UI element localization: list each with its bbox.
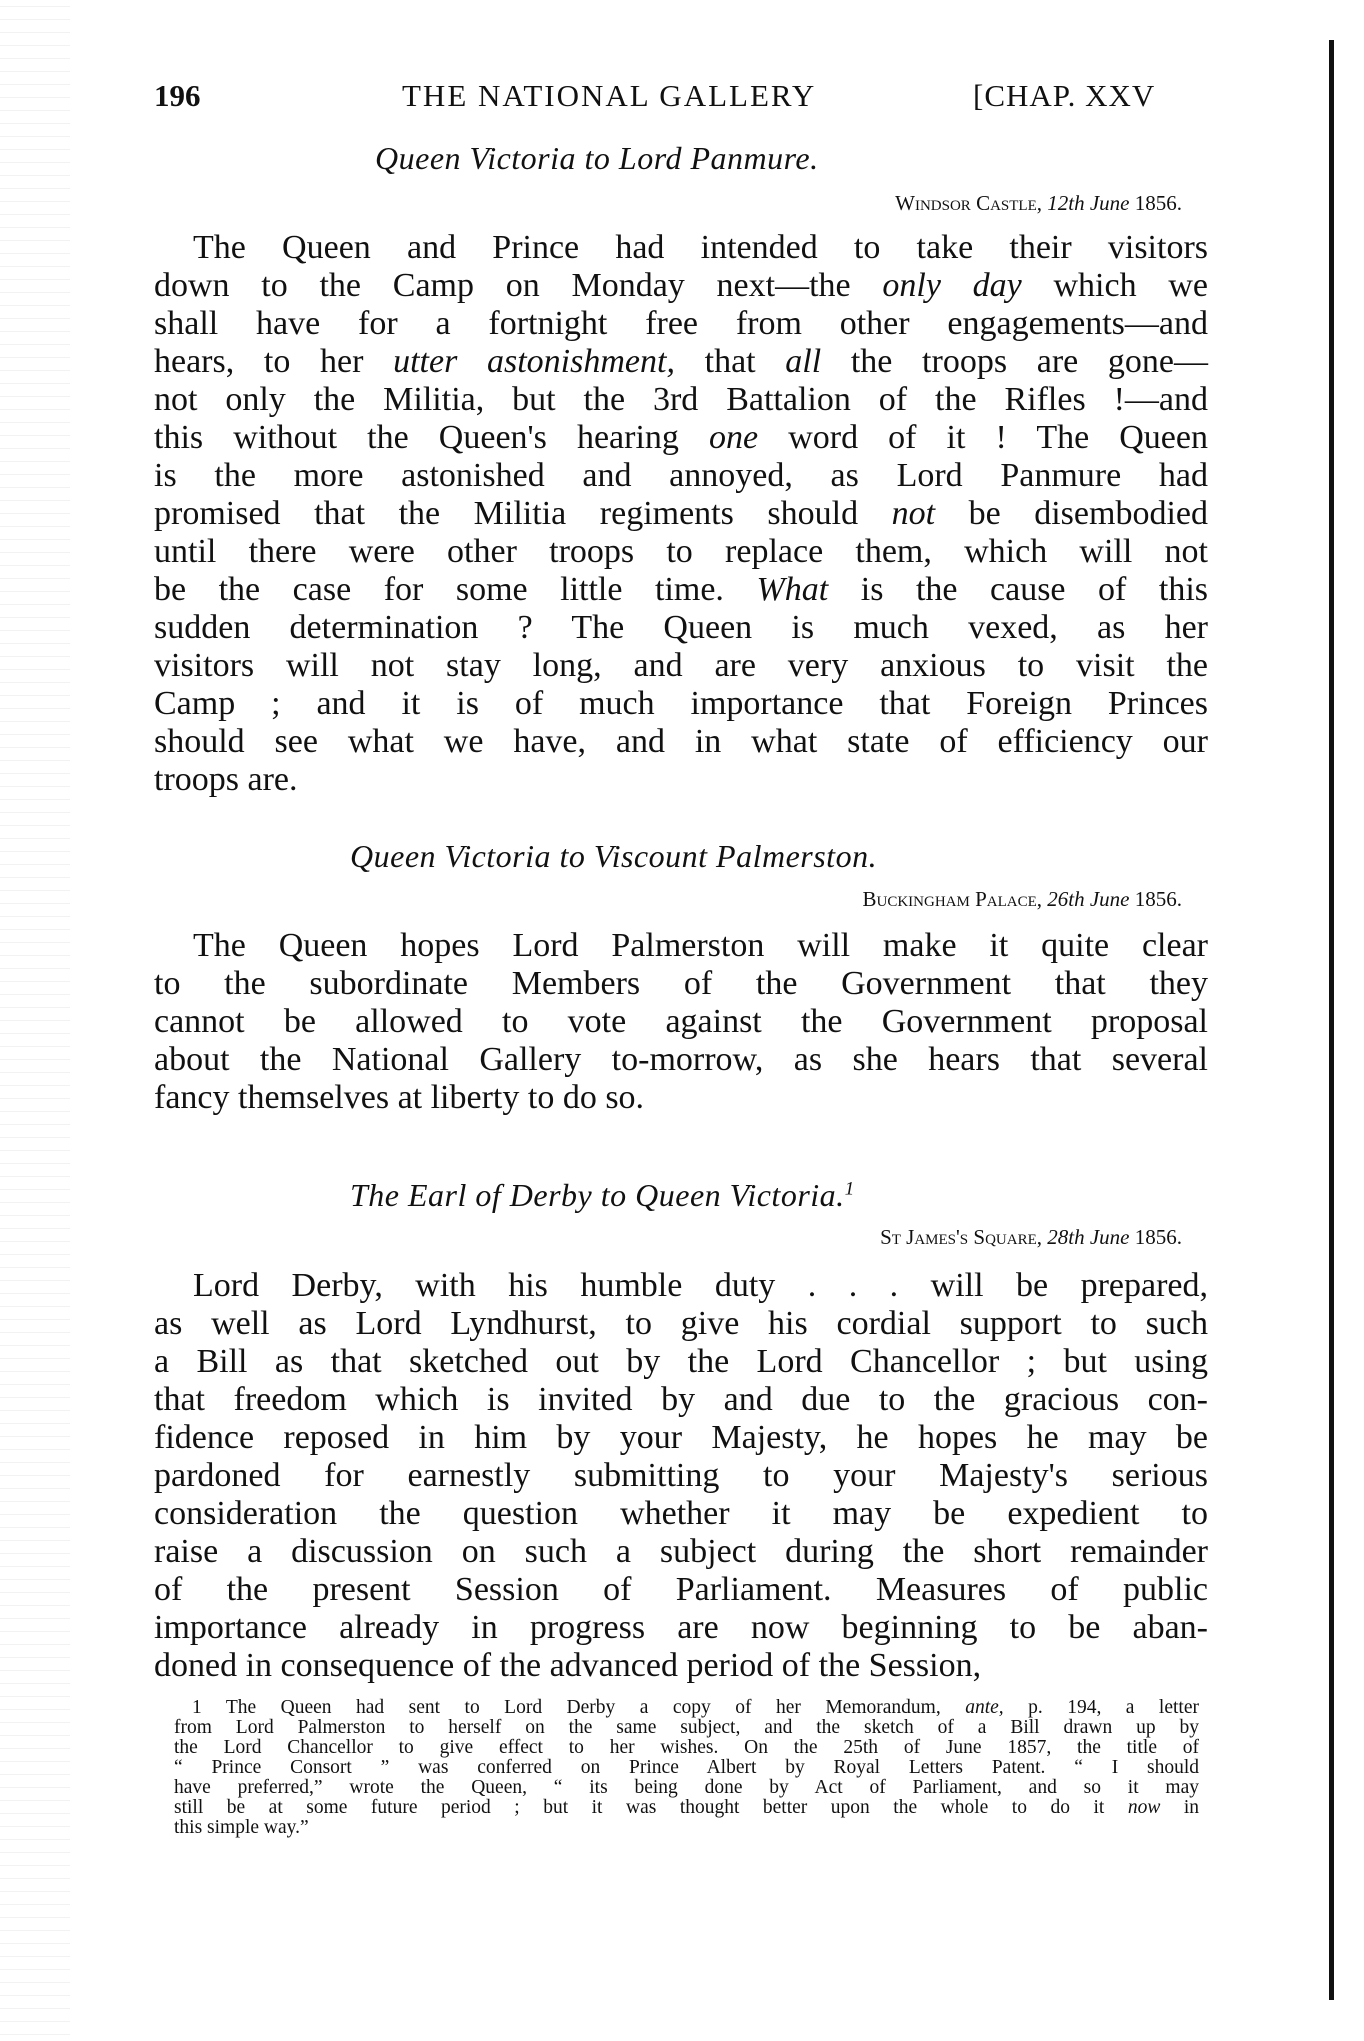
text-run: fidence reposed in him by your Majesty, he hopes he may be <box>154 1419 1208 1456</box>
letter-dateline: Buckingham Palace, 26th June 1856. <box>862 887 1182 911</box>
text-line <box>174 1738 1199 1758</box>
text-run: troops are. <box>154 761 298 798</box>
text-run: which we <box>1021 267 1208 304</box>
text-line <box>154 229 1208 267</box>
text-line <box>154 267 1208 305</box>
text-run: shall have for a fortnight free from other engagements—and <box>154 305 1208 342</box>
text-run: from Lord Palmerston to herself on the same subject, and the sketch of a Bill drawn up by <box>174 1717 1199 1738</box>
text-run: “ Prince Consort ” was conferred on Prince Albert by Royal Letters Patent. “ I should <box>174 1757 1199 1778</box>
italic-text: What <box>756 571 829 608</box>
text-run: consideration the question whether it may be expedient to <box>154 1495 1208 1532</box>
letter-body <box>154 1267 1208 1685</box>
text-run: pardoned for earnestly submitting to your Majesty's serious <box>154 1457 1208 1494</box>
text-run: the troops are gone— <box>821 343 1208 380</box>
scan-edge-shadow <box>1329 40 1334 2000</box>
text-run: raise a discussion on such a subject during the short remainder <box>154 1533 1208 1570</box>
text-line <box>174 1798 1199 1818</box>
text-line <box>154 685 1208 723</box>
text-line <box>154 723 1208 761</box>
text-line <box>154 533 1208 571</box>
text-line <box>154 381 1208 419</box>
text-run: word of it ! The Queen <box>758 419 1208 456</box>
text-line <box>174 1818 1199 1838</box>
text-run: is the cause of this <box>828 571 1209 608</box>
italic-text: only day <box>882 267 1022 304</box>
letter-title: Queen Victoria to Viscount Palmerston. <box>350 838 878 874</box>
text-line <box>174 1698 1199 1718</box>
text-run: this without the Queen's hearing <box>154 419 710 456</box>
letter-title: Queen Victoria to Lord Panmure. <box>375 140 819 176</box>
text-line <box>154 965 1208 1003</box>
text-line <box>174 1758 1199 1778</box>
italic-text: utter astonishment, <box>393 343 675 380</box>
text-run: hears, to her <box>154 343 394 380</box>
text-line <box>154 1267 1208 1305</box>
page-number: 196 <box>154 78 201 113</box>
text-run: should see what we have, and in what state of efficiency our <box>154 723 1208 760</box>
text-line <box>154 1495 1208 1533</box>
text-line <box>154 927 1208 965</box>
letter-dateline: St James's Square, 28th June 1856. <box>880 1225 1182 1249</box>
italic-text: ante, <box>965 1697 1004 1718</box>
text-run: to the subordinate Members of the Government that they <box>154 965 1208 1002</box>
text-line <box>154 457 1208 495</box>
text-run: The Queen and Prince had intended to take their visitors <box>193 229 1208 266</box>
scan-edge-speckle <box>0 0 70 2041</box>
text-run: fancy themselves at liberty to do so. <box>154 1079 645 1116</box>
letter-body <box>154 927 1208 1117</box>
footnote-ref: 1 <box>844 1178 855 1200</box>
text-run: The Queen hopes Lord Palmerston will make it quite clear <box>193 927 1208 964</box>
letter-dateline: Windsor Castle, 12th June 1856. <box>895 191 1182 215</box>
text-line <box>154 419 1208 457</box>
running-title: THE NATIONAL GALLERY <box>402 78 817 113</box>
italic-text: not <box>891 495 936 532</box>
text-line <box>154 1533 1208 1571</box>
text-run: about the National Gallery to-morrow, as she hears that several <box>154 1041 1208 1078</box>
text-run: p. 194, a letter <box>1003 1697 1199 1718</box>
text-line <box>154 1003 1208 1041</box>
text-run: importance already in progress are now beginning to be aban- <box>154 1609 1208 1646</box>
text-run: that freedom which is invited by and due to the gracious con- <box>154 1381 1208 1418</box>
letter-body <box>154 229 1208 799</box>
text-run: 1 The Queen had sent to Lord Derby a copy of her Memorandum, <box>192 1697 966 1718</box>
text-run: down to the Camp on Monday next—the <box>154 267 883 304</box>
text-run: the Lord Chancellor to give effect to her wishes. On the 25th of June 1857, the title of <box>174 1737 1199 1758</box>
text-line <box>154 1381 1208 1419</box>
text-run: not only the Militia, but the 3rd Battalion of the Rifles !—and <box>154 381 1208 418</box>
text-line <box>154 1457 1208 1495</box>
text-run: visitors will not stay long, and are very anxious to visit the <box>154 647 1208 684</box>
text-run: is the more astonished and annoyed, as Lord Panmure had <box>154 457 1208 494</box>
italic-text: all <box>785 343 822 380</box>
text-line <box>154 571 1208 609</box>
text-line <box>154 647 1208 685</box>
text-run: as well as Lord Lyndhurst, to give his cordial support to such <box>154 1305 1208 1342</box>
text-run: a Bill as that sketched out by the Lord Chancellor ; but using <box>154 1343 1208 1380</box>
text-run: until there were other troops to replace them, which will not <box>154 533 1208 570</box>
letter-title: The Earl of Derby to Queen Victoria.$^1$ <box>350 1177 855 1213</box>
text-line <box>154 1571 1208 1609</box>
text-run: cannot be allowed to vote against the Government proposal <box>154 1003 1208 1040</box>
text-run: sudden determination ? The Queen is much vexed, as her <box>154 609 1208 646</box>
text-line <box>154 305 1208 343</box>
text-run: be disembodied <box>935 495 1208 532</box>
text-line <box>154 1343 1208 1381</box>
text-run: be the case for some little time. <box>154 571 757 608</box>
text-line <box>154 1041 1208 1079</box>
text-run: in <box>1160 1797 1200 1818</box>
text-line <box>154 1609 1208 1647</box>
text-run: doned in consequence of the advanced period of the Session, <box>154 1647 982 1684</box>
text-line <box>154 1079 1208 1117</box>
text-line <box>154 1305 1208 1343</box>
text-run: Camp ; and it is of much importance that Foreign Princes <box>154 685 1208 722</box>
italic-text: now <box>1127 1797 1161 1818</box>
text-run: promised that the Militia regiments should <box>154 495 892 532</box>
text-run: this simple way.” <box>174 1817 309 1838</box>
text-run: Lord Derby, with his humble duty . . . will be prepared, <box>193 1267 1208 1304</box>
text-line <box>154 761 1208 799</box>
text-run: that <box>674 343 786 380</box>
footnote <box>174 1698 1199 1838</box>
chapter-label: [CHAP. XXV <box>973 78 1156 113</box>
text-line <box>154 1419 1208 1457</box>
text-line <box>174 1718 1199 1738</box>
text-line <box>154 609 1208 647</box>
italic-text: one <box>709 419 759 456</box>
text-run: have preferred,” wrote the Queen, “ its being done by Act of Parliament, and so it may <box>174 1777 1199 1798</box>
text-line <box>154 1647 1208 1685</box>
text-run: still be at some future period ; but it was thought better upon the whole to do it <box>174 1797 1128 1818</box>
text-line <box>174 1778 1199 1798</box>
text-line <box>154 495 1208 533</box>
text-run: of the present Session of Parliament. Measures of public <box>154 1571 1208 1608</box>
text-line <box>154 343 1208 381</box>
